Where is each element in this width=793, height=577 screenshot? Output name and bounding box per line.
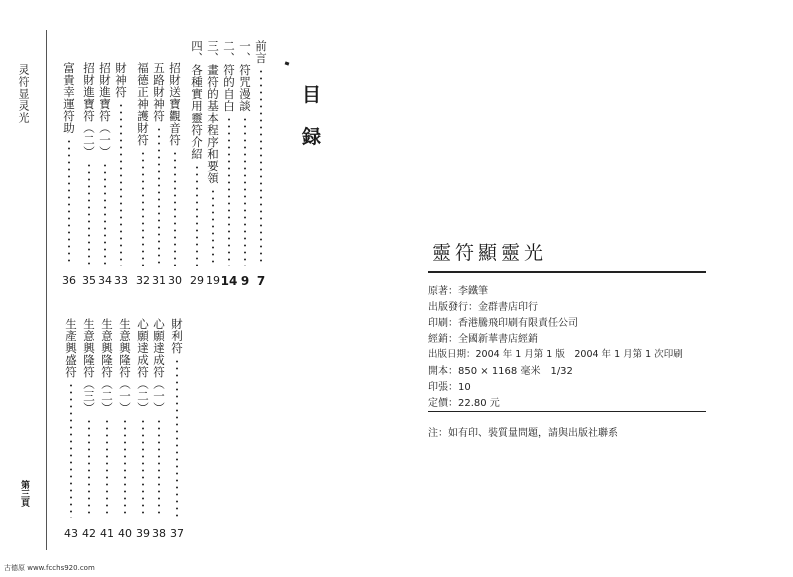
toc-entry	[168, 62, 182, 266]
toc-entry	[136, 318, 150, 518]
toc-page-number: 39	[136, 527, 150, 540]
toc-entry	[238, 40, 252, 266]
toc-entry	[206, 40, 220, 266]
toc-entry-title: 財利符	[170, 318, 184, 354]
toc-page-number: 36	[62, 274, 76, 287]
toc-entry-title: 富貴幸運符助	[62, 62, 76, 134]
toc-entry-title: 福德正神護財符	[136, 62, 150, 146]
toc-heading-mu: 目	[302, 84, 322, 106]
toc-entry-title: 生意興隆符（二）	[100, 318, 114, 414]
toc-page-number: 37	[170, 527, 184, 540]
toc-page-number: 33	[114, 274, 128, 287]
leader-dots	[228, 116, 230, 266]
leader-dots	[70, 382, 72, 518]
leader-dots	[106, 418, 108, 518]
toc-page-number: 32	[136, 274, 150, 287]
toc-entry	[118, 318, 132, 518]
leader-dots	[142, 150, 144, 266]
leader-dots	[212, 188, 214, 266]
toc-page-number: 14	[220, 274, 238, 288]
toc-entry-title: 二、符的自白	[222, 40, 236, 112]
toc-entry-title: 一、符咒漫談	[238, 40, 252, 112]
leader-dots	[158, 126, 160, 266]
colophon-printer: 印刷：香港騰飛印刷有限責任公司	[428, 318, 578, 329]
toc-entry	[190, 40, 204, 266]
toc-entry	[98, 62, 112, 266]
toc-page-number: 38	[152, 527, 166, 540]
colophon-date: 出版日期：2004 年 1 月第 1 版 2004 年 1 月第 1 次印刷	[428, 349, 683, 360]
toc-entry-title: 四、各種實用靈符介紹	[190, 40, 204, 160]
toc-page-number: 35	[82, 274, 96, 287]
toc-page-number: 41	[100, 527, 114, 540]
title-rule	[428, 271, 706, 273]
leader-dots	[88, 418, 90, 518]
toc-page-number: 7	[256, 274, 266, 288]
toc-entry	[100, 318, 114, 518]
leader-dots	[104, 162, 106, 266]
toc-entry	[64, 318, 78, 518]
toc-entry-title: 心願達成符（二）	[136, 318, 150, 414]
leader-dots	[124, 418, 126, 518]
toc-heading-lu: 録	[302, 126, 322, 148]
leader-dots	[174, 150, 176, 266]
leader-dots	[260, 68, 262, 266]
toc-entry	[82, 62, 96, 266]
page-rule	[46, 30, 47, 550]
toc-page-number: 30	[168, 274, 182, 287]
toc-entry-title: 招財送寶觀音符	[168, 62, 182, 146]
toc-entry	[62, 62, 76, 266]
toc-entry-title: 心願達成符（一）	[152, 318, 166, 414]
toc-entry-title: 招財進寶符（一）	[98, 62, 112, 158]
colophon-sheets: 印張：10	[428, 382, 471, 393]
colophon-distributor: 出版發行：金群書店印行	[428, 302, 538, 313]
toc-entry-title: 生產興盛符	[64, 318, 78, 378]
leader-dots	[196, 164, 198, 266]
toc-page-number: 34	[98, 274, 112, 287]
toc-page-number: 19	[206, 274, 220, 287]
toc-entry	[152, 62, 166, 266]
toc-entry	[82, 318, 96, 518]
watermark: 古德原 www.fcchs920.com	[4, 564, 95, 572]
toc-entry-title: 五路財神符	[152, 62, 166, 122]
colophon-rule	[428, 411, 706, 412]
toc-entry-title: 生意興隆符（一）	[118, 318, 132, 414]
colophon-format: 開本：850 × 1168 毫米 1/32	[428, 366, 573, 377]
toc-page-number: 40	[118, 527, 132, 540]
leader-dots	[176, 358, 178, 518]
toc-entry-title: 生意興隆符（三）	[82, 318, 96, 414]
toc-entry-title: 三、畫符的基本程序和要領	[206, 40, 220, 184]
toc-page-number: 31	[152, 274, 166, 287]
toc-page-number: 9	[240, 274, 250, 288]
toc-entry	[170, 318, 184, 518]
leader-dots	[244, 116, 246, 266]
toc-entry	[136, 62, 150, 266]
leader-dots	[158, 418, 160, 518]
colophon-price: 定價：22.80 元	[428, 398, 500, 409]
bullet-mark	[285, 61, 290, 65]
colophon-note: 注：如有印、裝質量問題，請與出版社聯系	[428, 428, 618, 439]
leader-dots	[120, 102, 122, 266]
toc-page-number: 42	[82, 527, 96, 540]
leader-dots	[68, 138, 70, 266]
book-title: 靈符顯靈光	[432, 242, 548, 264]
leader-dots	[142, 418, 144, 518]
toc-page-number: 43	[64, 527, 78, 540]
page-number-label: 第三頁	[19, 480, 29, 507]
colophon-author: 原著：李鐵筆	[428, 286, 488, 297]
toc-entry-title: 財神符	[114, 62, 128, 98]
toc-entry	[222, 40, 236, 266]
leader-dots	[88, 162, 90, 266]
toc-entry-title: 前言	[254, 40, 268, 64]
toc-entry	[114, 62, 128, 266]
toc-entry	[254, 40, 268, 266]
colophon-seller: 經銷：全國新華書店經銷	[428, 334, 538, 345]
toc-page-number: 29	[190, 274, 204, 287]
toc-entry	[152, 318, 166, 518]
running-book-title: 灵符显灵光	[17, 64, 30, 124]
toc-entry-title: 招財進寶符（二）	[82, 62, 96, 158]
